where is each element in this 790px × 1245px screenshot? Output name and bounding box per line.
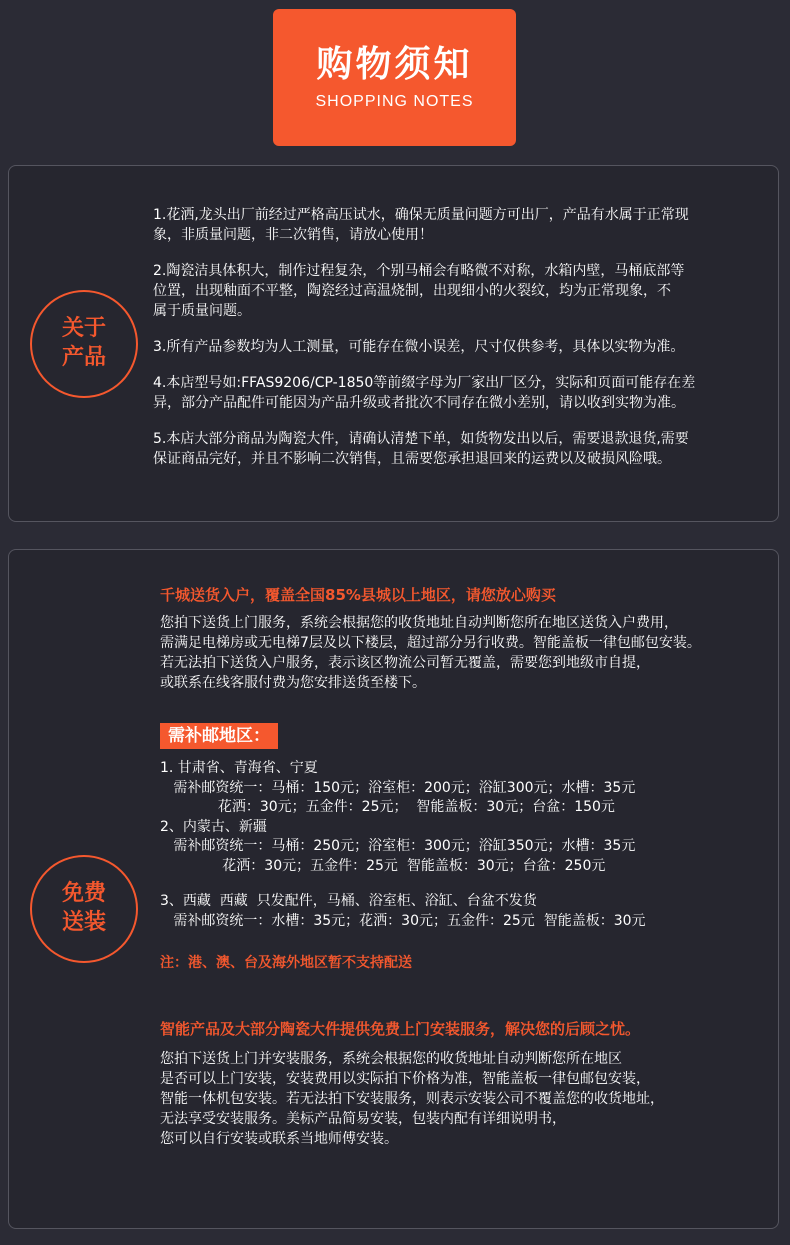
about-product-list xyxy=(153,205,768,485)
page-subtitle: SHOPPING NOTES xyxy=(315,93,474,111)
free-install-content xyxy=(160,585,775,1149)
install-text: 您拍下送货上门并安装服务，系统会根据您的收货地址自动判断您所在地区 是否可以上门安装，安装费用以实际拍下价格为准，智能盖板一律包邮包安装， 智能一体机包安装。若无法拍下安装服务，则表示安装公司不覆盖您的收货地址， 无法享受安装服务。美标产品简易安装，包装内配有详细说明书， 您可以自行安装或联系当地师傅安装。 xyxy=(160,1051,664,1147)
notice-item-1: 1.花洒,龙头出厂前经过严格高压试水，确保无质量问题方可出厂，产品有水属于正常现 象，非质量问题，非二次销售，请放心使用！ xyxy=(153,207,689,243)
region-3-fees-line-1: 需补邮资统一：水槽：35元；花洒：30元；五金件：25元 智能盖板：30元 xyxy=(160,912,646,929)
region-1-fees-line-1: 需补邮资统一：马桶：150元；浴室柜：200元；浴缸300元；水槽：35元 xyxy=(160,779,636,796)
notice-item-3: 3.所有产品参数均为人工测量，可能存在微小误差，尺寸仅供参考，具体以实物为准。 xyxy=(153,339,685,355)
page-title: 购物须知 xyxy=(316,43,473,85)
notice-item-4: 4.本店型号如:FFAS9206/CP-1850等前缀字母为厂家出厂区分，实际和页面可能存在差 异，部分产品配件可能因为产品升级或者批次不同存在微小差别，请以收到实物为准。 xyxy=(153,375,696,411)
free-install-badge xyxy=(30,855,138,963)
region-2-fees-line-1: 需补邮资统一：马桶：250元；浴室柜：300元；浴缸350元；水槽：35元 xyxy=(160,838,636,854)
region-2-fees-line-2: 花洒：30元；五金件：25元 智能盖板：30元；台盆：250元 xyxy=(160,857,606,874)
surcharge-tag: 需补邮地区： xyxy=(160,723,278,749)
region-3-title: 3、西藏 西藏 只发配件，马桶、浴室柜、浴缸、台盆不发货 xyxy=(160,893,537,909)
install-heading: 智能产品及大部分陶瓷大件提供免费上门安装服务，解决您的后顾之忧。 xyxy=(160,1020,641,1038)
region-1-title: 1. 甘肃省、青海省、宁夏 xyxy=(160,760,318,776)
free-install-panel xyxy=(8,549,779,1229)
region-1-fees-line-2: 花洒：30元；五金件：25元； 智能盖板：30元；台盆：150元 xyxy=(160,799,615,815)
delivery-text: 您拍下送货上门服务，系统会根据您的收货地址自动判断您所在地区送货入户费用， 需满足电梯房或无电梯7层及以下楼层，超过部分另行收费。智能盖板一律包邮包安装。 若无法拍下送货入户服务，表示该区物流公司暂无覆盖，需要您到地级市自提， 或联系在线客服付费为您安排送货至楼下。 xyxy=(160,615,701,691)
badge-line-1: 免费 xyxy=(61,881,106,907)
badge-line-2: 产品 xyxy=(61,345,106,370)
delivery-heading: 千城送货入户，覆盖全国85%县城以上地区，请您放心购买 xyxy=(160,586,556,604)
region-note: 注：港、澳、台及海外地区暂不支持配送 xyxy=(160,955,412,971)
badge-line-1: 关于 xyxy=(61,316,106,342)
notice-item-5: 5.本店大部分商品为陶瓷大件，请确认清楚下单，如货物发出以后，需要退款退货,需要 保证商品完好，并且不影响二次销售，且需要您承担退回来的运费以及破损风险哦。 xyxy=(153,431,689,467)
about-product-panel xyxy=(8,165,779,522)
badge-line-2: 送装 xyxy=(61,910,106,935)
about-product-badge xyxy=(30,290,138,398)
notice-item-2: 2.陶瓷洁具体积大，制作过程复杂，个别马桶会有略微不对称，水箱内壁，马桶底部等 位置，出现釉面不平整，陶瓷经过高温烧制，出现细小的火裂纹，均为正常现象，不 属于质量问题。 xyxy=(153,263,685,319)
header-banner xyxy=(273,9,516,146)
region-2-title: 2、内蒙古、新疆 xyxy=(160,818,267,835)
